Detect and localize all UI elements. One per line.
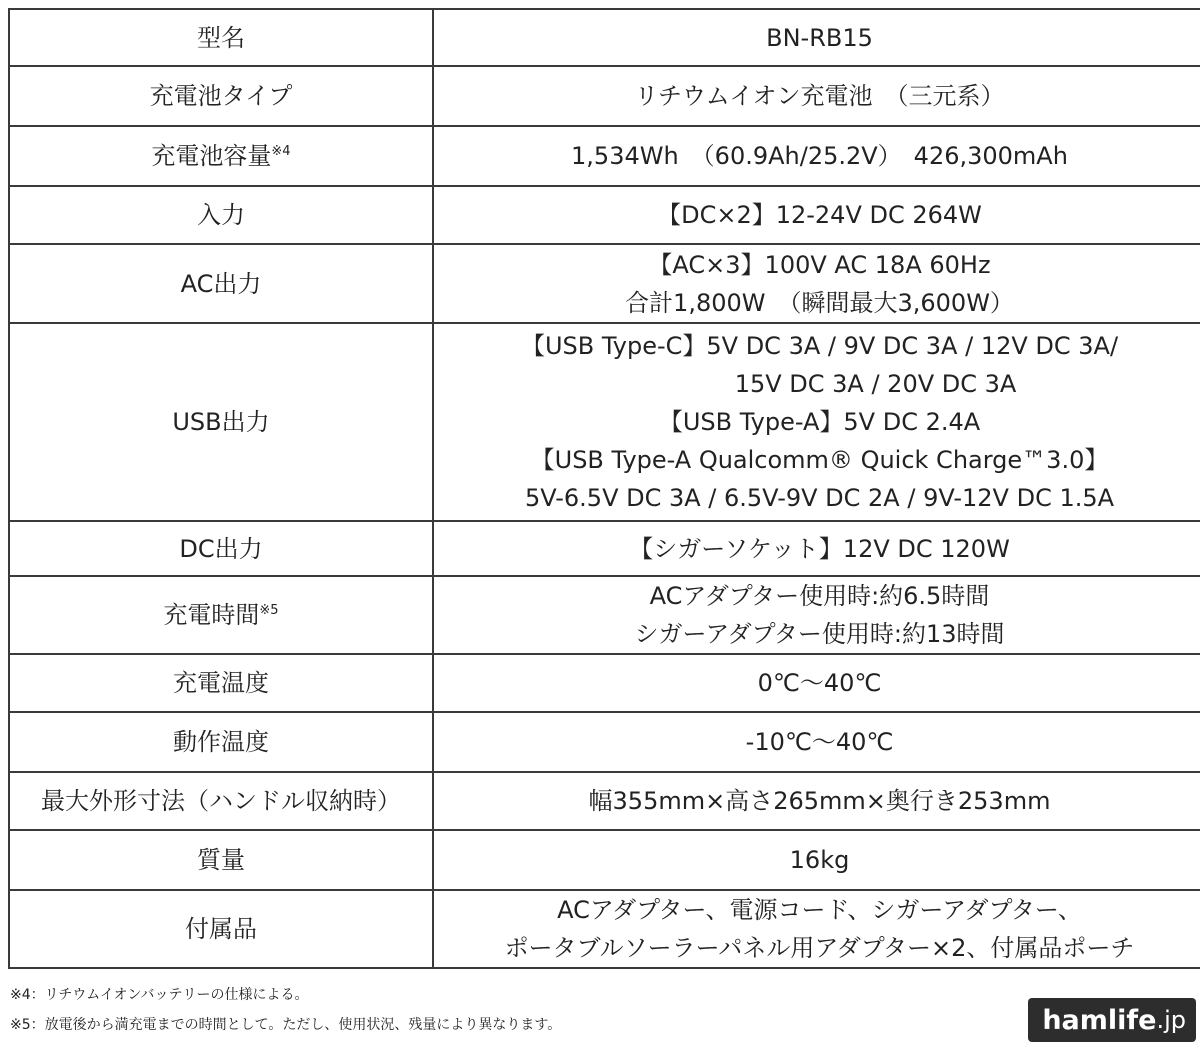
spec-value-line: 【AC×3】100V AC 18A 60Hz — [648, 250, 991, 279]
spec-value-line: シガーアダプター使用時:約13時間 — [634, 620, 1005, 648]
spec-value-line: ACアダプター、電源コード、シガーアダプター、 — [557, 896, 1082, 924]
spec-value-line: 【USB Type-C】5V DC 3A / 9V DC 3A / 12V DC 3A/ — [520, 332, 1119, 360]
spec-row — [9, 772, 1200, 830]
spec-label-text: 動作温度 — [173, 728, 269, 756]
spec-value-line: 5V-6.5V DC 3A / 6.5V-9V DC 2A / 9V-12V DC 1.5A — [524, 484, 1115, 512]
spec-row — [9, 126, 1200, 186]
spec-label — [9, 126, 433, 186]
spec-value-line: 【USB Type-A Qualcomm® Quick Charge™3.0】 — [530, 446, 1109, 474]
spec-value — [433, 186, 1200, 244]
spec-value — [433, 654, 1200, 712]
spec-label — [9, 186, 433, 244]
spec-row — [9, 654, 1200, 712]
spec-value — [433, 323, 1200, 521]
spec-value — [433, 830, 1200, 890]
spec-label — [9, 244, 433, 323]
spec-label-text: 入力 — [197, 201, 245, 229]
spec-label-text: USB出力 — [172, 408, 270, 436]
spec-row — [9, 521, 1200, 576]
spec-value — [433, 9, 1200, 66]
spec-value-line: 1,534Wh （60.9Ah/25.2V） 426,300mAh — [571, 142, 1068, 170]
spec-label-text: 充電池タイプ — [149, 82, 293, 110]
spec-label-text: 充電温度 — [173, 669, 269, 697]
spec-label — [9, 712, 433, 772]
spec-row — [9, 830, 1200, 890]
spec-label-text: 質量 — [197, 846, 245, 874]
spec-value-line: 幅355mm×高さ265mm×奥行き253mm — [588, 787, 1051, 815]
spec-value-line: リチウムイオン充電池 （三元系） — [634, 82, 1005, 110]
spec-table-body — [9, 9, 1200, 968]
spec-label — [9, 66, 433, 126]
spec-value — [433, 126, 1200, 186]
spec-label — [9, 521, 433, 576]
spec-row — [9, 244, 1200, 323]
spec-label — [9, 654, 433, 712]
spec-note-ref: ※4 — [271, 144, 291, 159]
spec-value — [433, 890, 1200, 968]
spec-label — [9, 772, 433, 830]
footnote-5: ※5：放電後から満充電までの時間として。ただし、使用状況、残量により異なります。 — [10, 1017, 562, 1033]
spec-note-ref: ※5 — [259, 603, 279, 618]
logo-tld: .jp — [1156, 1006, 1186, 1034]
spec-label — [9, 323, 433, 521]
spec-value — [433, 712, 1200, 772]
spec-value-line: 合計1,800W （瞬間最大3,600W） — [625, 288, 1014, 317]
spec-value-line: ポータブルソーラーパネル用アダプター×2、付属品ポーチ — [504, 934, 1135, 962]
spec-value-line: 16kg — [789, 846, 850, 874]
spec-row — [9, 186, 1200, 244]
spec-value-line: 【USB Type-A】5V DC 2.4A — [658, 408, 981, 436]
spec-label — [9, 830, 433, 890]
spec-value-line: -10℃～40℃ — [745, 728, 894, 756]
spec-table — [8, 8, 1200, 969]
spec-value — [433, 244, 1200, 323]
spec-label — [9, 9, 433, 66]
spec-row — [9, 712, 1200, 772]
spec-label — [9, 576, 433, 654]
spec-label-text: 充電池容量 — [151, 142, 272, 170]
spec-value — [433, 66, 1200, 126]
footnote-4: ※4：リチウムイオンバッテリーの仕様による。 — [10, 987, 309, 1003]
spec-value — [433, 772, 1200, 830]
spec-label-text: DC出力 — [179, 534, 263, 563]
spec-label-text: AC出力 — [180, 269, 262, 298]
spec-row — [9, 576, 1200, 654]
spec-row — [9, 890, 1200, 968]
spec-value — [433, 521, 1200, 576]
spec-label-text: 最大外形寸法（ハンドル収納時） — [41, 787, 401, 815]
spec-label — [9, 890, 433, 968]
spec-value-line: 【DC×2】12-24V DC 264W — [657, 201, 982, 229]
spec-value-line: BN-RB15 — [766, 23, 873, 52]
footnotes — [10, 980, 561, 1040]
spec-value-line: 【シガーソケット】12V DC 120W — [629, 534, 1010, 563]
spec-row — [9, 66, 1200, 126]
spec-row — [9, 323, 1200, 521]
spec-label-text: 付属品 — [185, 915, 257, 943]
spec-label-text: 充電時間 — [163, 601, 260, 629]
spec-value — [433, 576, 1200, 654]
logo-brand: hamlife — [1042, 1004, 1157, 1036]
hamlife-logo — [1028, 998, 1196, 1042]
spec-value-line: 15V DC 3A / 20V DC 3A — [734, 370, 1017, 398]
spec-row — [9, 9, 1200, 66]
spec-value-line: 0℃～40℃ — [757, 669, 882, 697]
spec-label-text: 型名 — [197, 23, 245, 52]
spec-value-line: ACアダプター使用時:約6.5時間 — [649, 582, 990, 610]
